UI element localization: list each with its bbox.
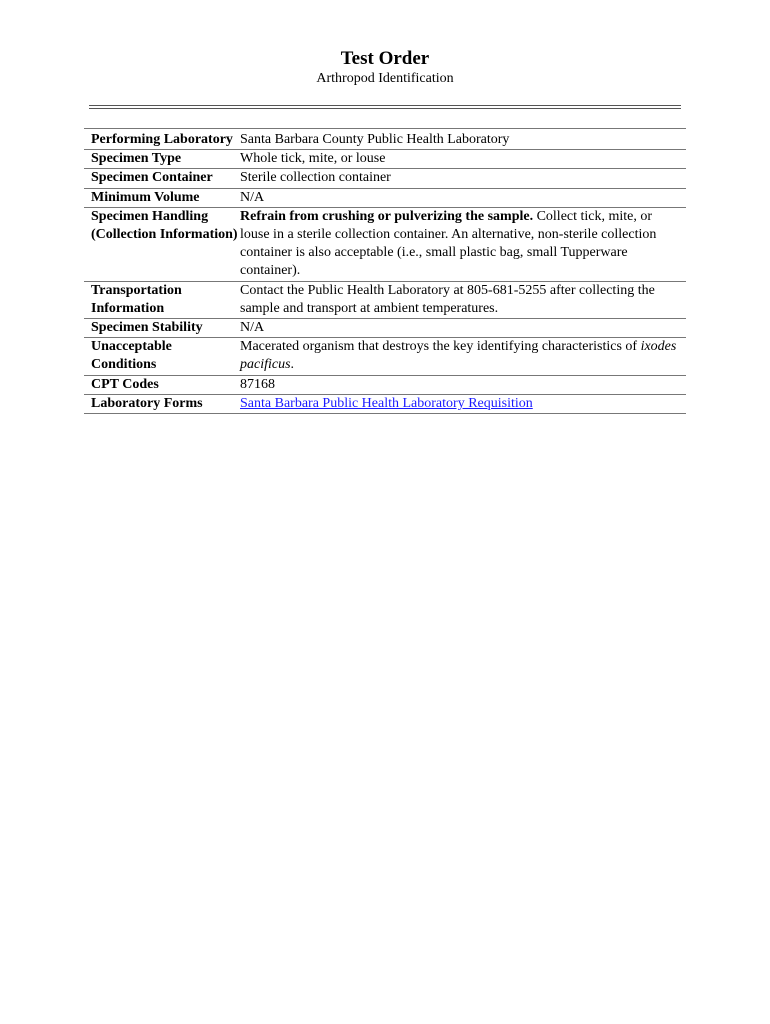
handling-instructions-text: Collect tick, mite, or louse in a sterile collection container. An alternative, non-sterile collection container is also acceptable (i.e., small plastic bag, small Tupperware container).	[240, 208, 657, 279]
row-value-unacceptable-conditions	[240, 338, 686, 375]
row-value-laboratory-forms	[240, 394, 686, 413]
row-value-specimen-handling	[240, 207, 686, 281]
row-label-minimum-volume: Minimum Volume	[91, 189, 200, 205]
row-label-specimen-stability: Specimen Stability	[91, 320, 203, 336]
table-row	[84, 319, 686, 338]
table-row	[84, 375, 686, 394]
table-row	[84, 188, 686, 207]
row-value-minimum-volume: N/A	[240, 189, 265, 205]
table-row	[84, 150, 686, 169]
table-row	[84, 338, 686, 375]
row-value-performing-laboratory: Santa Barbara County Public Health Laboratory	[240, 132, 510, 147]
table-row	[84, 394, 686, 413]
row-label-performing-laboratory: Performing Laboratory	[91, 132, 233, 147]
page-subtitle: Arthropod Identification	[316, 71, 454, 86]
page-title: Test Order	[340, 48, 430, 69]
row-value-cpt-codes: 87168	[240, 376, 275, 392]
row-value-specimen-stability: N/A	[240, 320, 265, 336]
row-label-cpt-codes: CPT Codes	[91, 376, 159, 392]
table-row	[84, 207, 686, 281]
table-row	[84, 281, 686, 318]
species-name: ixodes pacificus	[240, 339, 677, 373]
row-label-specimen-type: Specimen Type	[91, 151, 182, 167]
table-row	[84, 169, 686, 188]
row-label-unacceptable-conditions: Unacceptable Conditions	[91, 339, 172, 373]
row-value-specimen-container: Sterile collection container	[240, 170, 391, 186]
row-label-specimen-handling: Specimen Handling (Collection Information)	[91, 208, 238, 243]
row-label-laboratory-forms: Laboratory Forms	[91, 395, 203, 411]
row-label-specimen-container: Specimen Container	[91, 170, 213, 186]
handling-warning-text: Refrain from crushing or pulverizing the sample.	[240, 208, 534, 224]
test-order-table	[84, 128, 686, 414]
row-label-transportation-information: Transportation Information	[91, 282, 182, 316]
requisition-link[interactable]: Santa Barbara Public Health Laboratory Requisition	[240, 395, 533, 411]
row-value-transportation-information: Contact the Public Health Laboratory at 805-681-5255 after collecting the sample and transport at ambient temperatures.	[240, 282, 655, 316]
double-divider	[89, 105, 681, 109]
unacceptable-text: Macerated organism that destroys the key identifying characteristics of	[240, 339, 641, 355]
table-row	[84, 129, 686, 150]
row-value-specimen-type: Whole tick, mite, or louse	[240, 151, 386, 167]
unacceptable-end: .	[290, 357, 295, 373]
